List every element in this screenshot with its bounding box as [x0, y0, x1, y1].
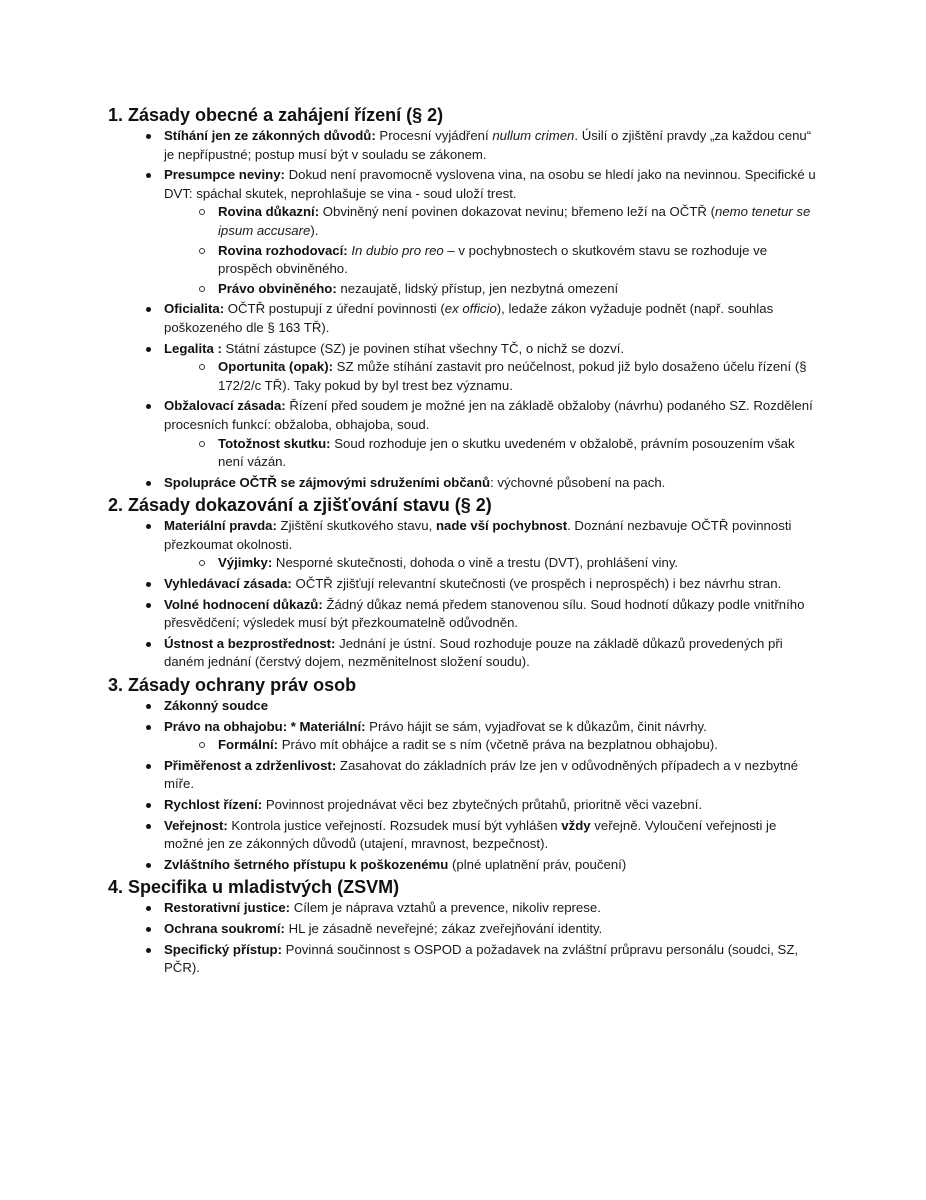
sub-list	[164, 203, 816, 298]
list-item: Ochrana soukromí: HL je zásadně neveřejné; zákaz zveřejňování identity.	[164, 920, 816, 939]
sub-list-item: Právo obviněného: nezaujatě, lidský přístup, jen nezbytná omezení	[218, 280, 816, 299]
list-item: Zákonný soudce	[164, 697, 816, 716]
sub-list	[164, 736, 816, 755]
sub-list	[164, 358, 816, 395]
list-item: Obžalovací zásada: Řízení před soudem je možné jen na základě obžaloby (návrhu) podaného SZ. Rozdělení procesních funkcí: obžaloba, obhajoba, soud. Totožnost skutku: Soud rozhoduje jen o skutku uvedeném v obžalobě, právním posouzením však není vázán.	[164, 397, 816, 471]
section-1	[110, 104, 816, 492]
sub-list	[164, 435, 816, 472]
section-heading: 2. Zásady dokazování a zjišťování stavu (§ 2)	[108, 495, 492, 516]
list-item: Restorativní justice: Cílem je náprava vztahů a prevence, nikoliv represe.	[164, 899, 816, 918]
section-2	[110, 494, 816, 672]
sub-list-item: Rovina důkazní: Obviněný není povinen dokazovat nevinu; břemeno leží na OČTŘ (nemo tenetur se ipsum accusare).	[218, 203, 816, 240]
sub-list	[164, 554, 816, 573]
section-heading: 4. Specifika u mladistvých (ZSVM)	[108, 877, 400, 898]
bullet-list	[110, 697, 816, 874]
sub-list-item: Totožnost skutku: Soud rozhoduje jen o skutku uvedeném v obžalobě, právním posouzením však není vázán.	[218, 435, 816, 472]
section-4	[110, 876, 816, 977]
list-item: Volné hodnocení důkazů: Žádný důkaz nemá předem stanovenou sílu. Soud hodnotí důkazy podle vnitřního přesvědčení; výsledek musí být přezkoumatelně odůvodněn.	[164, 596, 816, 633]
list-item: Presumpce neviny: Dokud není pravomocně vyslovena vina, na osobu se hledí jako na nevinnou. Specifické u DVT: spáchal skutek, neprohlašuje se vina - soud uloží trest. Rovina důkazní: Obviněný není povinen dokazovat nevinu; břemeno leží na OČTŘ (nemo tenetur se ipsum accusare). Rovina rozhodovací: In dubio pro reo – v pochybnostech o skutkovém stavu se rozhoduje ve prospěch obviněného. Právo obviněného: nezaujatě, lidský přístup, jen nezbytná omezení	[164, 166, 816, 298]
list-item: Zvláštního šetrného přístupu k poškozenému (plné uplatnění práv, poučení)	[164, 856, 816, 875]
sub-list-item: Rovina rozhodovací: In dubio pro reo – v pochybnostech o skutkovém stavu se rozhoduje ve prospěch obviněného.	[218, 242, 816, 279]
section-heading: 1. Zásady obecné a zahájení řízení (§ 2)	[108, 105, 444, 125]
sub-list-item: Oportunita (opak): SZ může stíhání zastavit pro neúčelnost, pokud již bylo dosaženo účelu řízení (§ 172/2/c TŘ). Taky pokud by byl trest bez významu.	[218, 358, 816, 395]
list-item: Právo na obhajobu: * Materiální: Právo hájit se sám, vyjadřovat se k důkazům, činit návrhy. Formální: Právo mít obhájce a radit se s ním (včetně práva na bezplatnou obhajobu).	[164, 718, 816, 755]
list-item: Legalita : Státní zástupce (SZ) je povinen stíhat všechny TČ, o nichž se dozví. Oportunita (opak): SZ může stíhání zastavit pro neúčelnost, pokud již bylo dosaženo účelu řízení (§ 172/2/c TŘ). Taky pokud by byl trest bez významu.	[164, 340, 816, 396]
bullet-list	[110, 517, 816, 672]
list-item: Oficialita: OČTŘ postupují z úřední povinnosti (ex officio), ledaže zákon vyžaduje podnět (např. souhlas poškozeného dle § 163 TŘ).	[164, 300, 816, 337]
list-item: Specifický přístup: Povinná součinnost s OSPOD a požadavek na zvláštní průpravu personálu (soudci, SZ, PČR).	[164, 941, 816, 978]
sub-list-item: Výjimky: Nesporné skutečnosti, dohoda o vině a trestu (DVT), prohlášení viny.	[218, 554, 816, 573]
section-3	[110, 674, 816, 874]
section-heading: 3. Zásady ochrany práv osob	[108, 675, 357, 696]
list-item: Veřejnost: Kontrola justice veřejností. Rozsudek musí být vyhlášen vždy veřejně. Vyloučení veřejnosti je možné jen ze zákonných důvodů (utajení, mravnost, bezpečnost).	[164, 817, 816, 854]
list-item: Spolupráce OČTŘ se zájmovými sdruženími občanů: výchovné působení na pach.	[164, 474, 816, 493]
bullet-list	[110, 899, 816, 977]
list-item: Přiměřenost a zdrženlivost: Zasahovat do základních práv lze jen v odůvodněných případech a v nezbytné míře.	[164, 757, 816, 794]
list-item: Materiální pravda: Zjištění skutkového stavu, nade vší pochybnost. Doznání nezbavuje OČTŘ povinnosti přezkoumat okolnosti. Výjimky: Nesporné skutečnosti, dohoda o vině a trestu (DVT), prohlášení viny.	[164, 517, 816, 573]
list-item: Vyhledávací zásada: OČTŘ zjišťují relevantní skutečnosti (ve prospěch i neprospěch) i bez návrhu stran.	[164, 575, 816, 594]
list-item: Stíhání jen ze zákonných důvodů: Procesní vyjádření nullum crimen. Úsilí o zjištění pravdy „za každou cenu“ je nepřípustné; postup musí být v souladu se zákonem.	[164, 127, 816, 164]
list-item: Ústnost a bezprostřednost: Jednání je ústní. Soud rozhoduje pouze na základě důkazů provedených při daném jednání (čerstvý dojem, nezměnitelnost složení soudu).	[164, 635, 816, 672]
list-item: Rychlost řízení: Povinnost projednávat věci bez zbytečných průtahů, prioritně věci vazební.	[164, 796, 816, 815]
sub-list-item: Formální: Právo mít obhájce a radit se s ním (včetně práva na bezplatnou obhajobu).	[218, 736, 816, 755]
bullet-list	[110, 127, 816, 492]
